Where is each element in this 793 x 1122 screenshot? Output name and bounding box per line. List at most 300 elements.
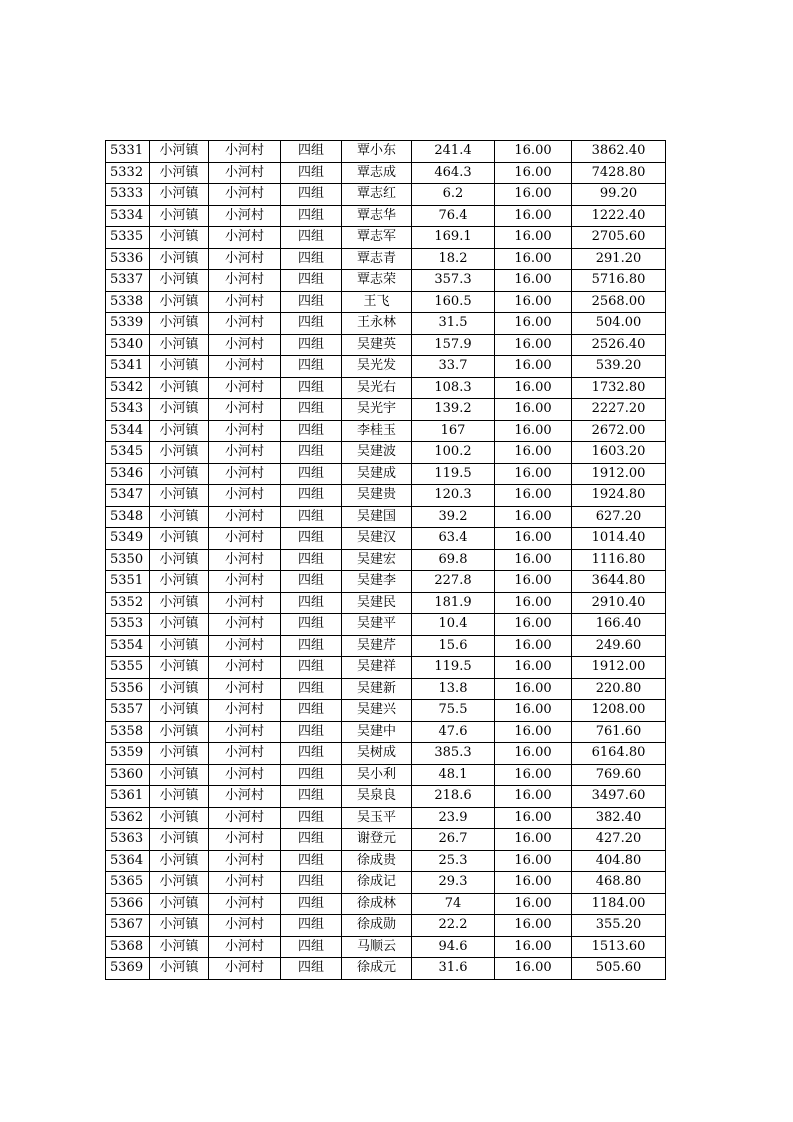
- table-row: [106, 958, 666, 980]
- area-cell: 13.8: [412, 678, 495, 700]
- table-row: [106, 571, 666, 593]
- amount-cell: 7428.80: [572, 162, 666, 184]
- village-cell: 小河村: [209, 893, 281, 915]
- name-cell: 吴光右: [342, 377, 412, 399]
- group-cell: 四组: [281, 528, 342, 550]
- row-number-cell: 5344: [106, 420, 150, 442]
- area-cell: 15.6: [412, 635, 495, 657]
- name-cell: 吴建祥: [342, 657, 412, 679]
- town-cell: 小河镇: [150, 463, 209, 485]
- table-row: [106, 377, 666, 399]
- amount-cell: 404.80: [572, 850, 666, 872]
- village-cell: 小河村: [209, 227, 281, 249]
- amount-cell: 2568.00: [572, 291, 666, 313]
- name-cell: 吴建李: [342, 571, 412, 593]
- row-number-cell: 5361: [106, 786, 150, 808]
- data-table: [105, 140, 666, 980]
- row-number-cell: 5348: [106, 506, 150, 528]
- amount-cell: 1208.00: [572, 700, 666, 722]
- rate-cell: 16.00: [495, 764, 572, 786]
- village-cell: 小河村: [209, 205, 281, 227]
- table-row: [106, 657, 666, 679]
- amount-cell: 3862.40: [572, 141, 666, 163]
- town-cell: 小河镇: [150, 528, 209, 550]
- area-cell: 119.5: [412, 657, 495, 679]
- amount-cell: 1924.80: [572, 485, 666, 507]
- amount-cell: 1222.40: [572, 205, 666, 227]
- table-row: [106, 291, 666, 313]
- rate-cell: 16.00: [495, 442, 572, 464]
- group-cell: 四组: [281, 184, 342, 206]
- table-row: [106, 506, 666, 528]
- town-cell: 小河镇: [150, 635, 209, 657]
- row-number-cell: 5347: [106, 485, 150, 507]
- table-row: [106, 872, 666, 894]
- village-cell: 小河村: [209, 356, 281, 378]
- rate-cell: 16.00: [495, 399, 572, 421]
- amount-cell: 468.80: [572, 872, 666, 894]
- table-row: [106, 764, 666, 786]
- town-cell: 小河镇: [150, 829, 209, 851]
- village-cell: 小河村: [209, 829, 281, 851]
- rate-cell: 16.00: [495, 162, 572, 184]
- name-cell: 吴树成: [342, 743, 412, 765]
- village-cell: 小河村: [209, 700, 281, 722]
- group-cell: 四组: [281, 721, 342, 743]
- table-row: [106, 399, 666, 421]
- town-cell: 小河镇: [150, 184, 209, 206]
- village-cell: 小河村: [209, 807, 281, 829]
- amount-cell: 1603.20: [572, 442, 666, 464]
- group-cell: 四组: [281, 700, 342, 722]
- village-cell: 小河村: [209, 528, 281, 550]
- amount-cell: 291.20: [572, 248, 666, 270]
- town-cell: 小河镇: [150, 893, 209, 915]
- area-cell: 29.3: [412, 872, 495, 894]
- town-cell: 小河镇: [150, 592, 209, 614]
- area-cell: 119.5: [412, 463, 495, 485]
- name-cell: 吴光宇: [342, 399, 412, 421]
- row-number-cell: 5336: [106, 248, 150, 270]
- rate-cell: 16.00: [495, 893, 572, 915]
- area-cell: 6.2: [412, 184, 495, 206]
- name-cell: 覃志荣: [342, 270, 412, 292]
- group-cell: 四组: [281, 463, 342, 485]
- village-cell: 小河村: [209, 399, 281, 421]
- rate-cell: 16.00: [495, 657, 572, 679]
- group-cell: 四组: [281, 657, 342, 679]
- name-cell: 徐成元: [342, 958, 412, 980]
- amount-cell: 220.80: [572, 678, 666, 700]
- table-row: [106, 184, 666, 206]
- group-cell: 四组: [281, 377, 342, 399]
- rate-cell: 16.00: [495, 248, 572, 270]
- rate-cell: 16.00: [495, 786, 572, 808]
- area-cell: 75.5: [412, 700, 495, 722]
- row-number-cell: 5368: [106, 936, 150, 958]
- village-cell: 小河村: [209, 786, 281, 808]
- group-cell: 四组: [281, 227, 342, 249]
- row-number-cell: 5367: [106, 915, 150, 937]
- area-cell: 26.7: [412, 829, 495, 851]
- name-cell: 覃志成: [342, 162, 412, 184]
- amount-cell: 1513.60: [572, 936, 666, 958]
- row-number-cell: 5343: [106, 399, 150, 421]
- row-number-cell: 5353: [106, 614, 150, 636]
- town-cell: 小河镇: [150, 872, 209, 894]
- area-cell: 33.7: [412, 356, 495, 378]
- town-cell: 小河镇: [150, 936, 209, 958]
- group-cell: 四组: [281, 506, 342, 528]
- village-cell: 小河村: [209, 936, 281, 958]
- amount-cell: 2910.40: [572, 592, 666, 614]
- row-number-cell: 5337: [106, 270, 150, 292]
- village-cell: 小河村: [209, 592, 281, 614]
- name-cell: 吴建新: [342, 678, 412, 700]
- amount-cell: 3644.80: [572, 571, 666, 593]
- group-cell: 四组: [281, 915, 342, 937]
- name-cell: 吴光发: [342, 356, 412, 378]
- rate-cell: 16.00: [495, 721, 572, 743]
- name-cell: 谢登元: [342, 829, 412, 851]
- name-cell: 徐成贵: [342, 850, 412, 872]
- town-cell: 小河镇: [150, 721, 209, 743]
- rate-cell: 16.00: [495, 528, 572, 550]
- village-cell: 小河村: [209, 291, 281, 313]
- town-cell: 小河镇: [150, 485, 209, 507]
- rate-cell: 16.00: [495, 743, 572, 765]
- town-cell: 小河镇: [150, 743, 209, 765]
- area-cell: 18.2: [412, 248, 495, 270]
- town-cell: 小河镇: [150, 270, 209, 292]
- name-cell: 吴建国: [342, 506, 412, 528]
- amount-cell: 1014.40: [572, 528, 666, 550]
- name-cell: 吴建宏: [342, 549, 412, 571]
- name-cell: 吴建汉: [342, 528, 412, 550]
- area-cell: 464.3: [412, 162, 495, 184]
- rate-cell: 16.00: [495, 313, 572, 335]
- row-number-cell: 5358: [106, 721, 150, 743]
- village-cell: 小河村: [209, 657, 281, 679]
- table-row: [106, 635, 666, 657]
- rate-cell: 16.00: [495, 700, 572, 722]
- village-cell: 小河村: [209, 377, 281, 399]
- area-cell: 22.2: [412, 915, 495, 937]
- town-cell: 小河镇: [150, 506, 209, 528]
- rate-cell: 16.00: [495, 915, 572, 937]
- town-cell: 小河镇: [150, 442, 209, 464]
- area-cell: 167: [412, 420, 495, 442]
- name-cell: 覃志军: [342, 227, 412, 249]
- village-cell: 小河村: [209, 635, 281, 657]
- row-number-cell: 5363: [106, 829, 150, 851]
- row-number-cell: 5362: [106, 807, 150, 829]
- area-cell: 31.5: [412, 313, 495, 335]
- rate-cell: 16.00: [495, 829, 572, 851]
- village-cell: 小河村: [209, 442, 281, 464]
- amount-cell: 2526.40: [572, 334, 666, 356]
- area-cell: 385.3: [412, 743, 495, 765]
- group-cell: 四组: [281, 356, 342, 378]
- group-cell: 四组: [281, 893, 342, 915]
- table-row: [106, 463, 666, 485]
- row-number-cell: 5333: [106, 184, 150, 206]
- row-number-cell: 5369: [106, 958, 150, 980]
- table-row: [106, 141, 666, 163]
- name-cell: 徐成记: [342, 872, 412, 894]
- table-row: [106, 356, 666, 378]
- row-number-cell: 5359: [106, 743, 150, 765]
- row-number-cell: 5339: [106, 313, 150, 335]
- group-cell: 四组: [281, 248, 342, 270]
- row-number-cell: 5345: [106, 442, 150, 464]
- name-cell: 覃小东: [342, 141, 412, 163]
- village-cell: 小河村: [209, 141, 281, 163]
- area-cell: 157.9: [412, 334, 495, 356]
- village-cell: 小河村: [209, 184, 281, 206]
- town-cell: 小河镇: [150, 205, 209, 227]
- row-number-cell: 5350: [106, 549, 150, 571]
- group-cell: 四组: [281, 549, 342, 571]
- group-cell: 四组: [281, 205, 342, 227]
- rate-cell: 16.00: [495, 614, 572, 636]
- table-row: [106, 721, 666, 743]
- amount-cell: 627.20: [572, 506, 666, 528]
- name-cell: 吴建波: [342, 442, 412, 464]
- table-row: [106, 678, 666, 700]
- table-row: [106, 549, 666, 571]
- row-number-cell: 5356: [106, 678, 150, 700]
- village-cell: 小河村: [209, 678, 281, 700]
- village-cell: 小河村: [209, 549, 281, 571]
- amount-cell: 249.60: [572, 635, 666, 657]
- town-cell: 小河镇: [150, 356, 209, 378]
- row-number-cell: 5352: [106, 592, 150, 614]
- table-row: [106, 807, 666, 829]
- area-cell: 108.3: [412, 377, 495, 399]
- amount-cell: 761.60: [572, 721, 666, 743]
- row-number-cell: 5346: [106, 463, 150, 485]
- row-number-cell: 5351: [106, 571, 150, 593]
- area-cell: 357.3: [412, 270, 495, 292]
- rate-cell: 16.00: [495, 571, 572, 593]
- rate-cell: 16.00: [495, 377, 572, 399]
- amount-cell: 2227.20: [572, 399, 666, 421]
- rate-cell: 16.00: [495, 850, 572, 872]
- name-cell: 吴玉平: [342, 807, 412, 829]
- town-cell: 小河镇: [150, 313, 209, 335]
- table-row: [106, 334, 666, 356]
- area-cell: 25.3: [412, 850, 495, 872]
- amount-cell: 2672.00: [572, 420, 666, 442]
- row-number-cell: 5332: [106, 162, 150, 184]
- row-number-cell: 5349: [106, 528, 150, 550]
- row-number-cell: 5340: [106, 334, 150, 356]
- area-cell: 47.6: [412, 721, 495, 743]
- village-cell: 小河村: [209, 248, 281, 270]
- row-number-cell: 5360: [106, 764, 150, 786]
- name-cell: 吴建中: [342, 721, 412, 743]
- village-cell: 小河村: [209, 313, 281, 335]
- rate-cell: 16.00: [495, 463, 572, 485]
- row-number-cell: 5355: [106, 657, 150, 679]
- name-cell: 覃志红: [342, 184, 412, 206]
- group-cell: 四组: [281, 420, 342, 442]
- group-cell: 四组: [281, 936, 342, 958]
- rate-cell: 16.00: [495, 227, 572, 249]
- table-row: [106, 592, 666, 614]
- amount-cell: 5716.80: [572, 270, 666, 292]
- village-cell: 小河村: [209, 334, 281, 356]
- table-row: [106, 850, 666, 872]
- area-cell: 181.9: [412, 592, 495, 614]
- town-cell: 小河镇: [150, 227, 209, 249]
- row-number-cell: 5334: [106, 205, 150, 227]
- village-cell: 小河村: [209, 506, 281, 528]
- table-row: [106, 893, 666, 915]
- name-cell: 吴建民: [342, 592, 412, 614]
- name-cell: 覃志青: [342, 248, 412, 270]
- town-cell: 小河镇: [150, 141, 209, 163]
- area-cell: 76.4: [412, 205, 495, 227]
- town-cell: 小河镇: [150, 162, 209, 184]
- rate-cell: 16.00: [495, 678, 572, 700]
- table-row: [106, 915, 666, 937]
- amount-cell: 769.60: [572, 764, 666, 786]
- group-cell: 四组: [281, 442, 342, 464]
- village-cell: 小河村: [209, 743, 281, 765]
- village-cell: 小河村: [209, 614, 281, 636]
- area-cell: 39.2: [412, 506, 495, 528]
- amount-cell: 1912.00: [572, 463, 666, 485]
- area-cell: 139.2: [412, 399, 495, 421]
- rate-cell: 16.00: [495, 592, 572, 614]
- rate-cell: 16.00: [495, 635, 572, 657]
- amount-cell: 355.20: [572, 915, 666, 937]
- group-cell: 四组: [281, 614, 342, 636]
- town-cell: 小河镇: [150, 678, 209, 700]
- rate-cell: 16.00: [495, 184, 572, 206]
- village-cell: 小河村: [209, 764, 281, 786]
- amount-cell: 2705.60: [572, 227, 666, 249]
- group-cell: 四组: [281, 399, 342, 421]
- group-cell: 四组: [281, 829, 342, 851]
- area-cell: 48.1: [412, 764, 495, 786]
- town-cell: 小河镇: [150, 248, 209, 270]
- group-cell: 四组: [281, 571, 342, 593]
- row-number-cell: 5331: [106, 141, 150, 163]
- rate-cell: 16.00: [495, 141, 572, 163]
- row-number-cell: 5354: [106, 635, 150, 657]
- name-cell: 徐成勋: [342, 915, 412, 937]
- village-cell: 小河村: [209, 162, 281, 184]
- name-cell: 吴小利: [342, 764, 412, 786]
- amount-cell: 505.60: [572, 958, 666, 980]
- table-row: [106, 614, 666, 636]
- table-row: [106, 700, 666, 722]
- town-cell: 小河镇: [150, 850, 209, 872]
- amount-cell: 539.20: [572, 356, 666, 378]
- town-cell: 小河镇: [150, 807, 209, 829]
- village-cell: 小河村: [209, 571, 281, 593]
- town-cell: 小河镇: [150, 786, 209, 808]
- town-cell: 小河镇: [150, 657, 209, 679]
- name-cell: 吴建平: [342, 614, 412, 636]
- rate-cell: 16.00: [495, 506, 572, 528]
- area-cell: 31.6: [412, 958, 495, 980]
- rate-cell: 16.00: [495, 334, 572, 356]
- rate-cell: 16.00: [495, 420, 572, 442]
- name-cell: 覃志华: [342, 205, 412, 227]
- row-number-cell: 5342: [106, 377, 150, 399]
- table-row: [106, 205, 666, 227]
- table-row: [106, 786, 666, 808]
- group-cell: 四组: [281, 635, 342, 657]
- group-cell: 四组: [281, 678, 342, 700]
- group-cell: 四组: [281, 334, 342, 356]
- area-cell: 160.5: [412, 291, 495, 313]
- amount-cell: 6164.80: [572, 743, 666, 765]
- table-row: [106, 420, 666, 442]
- area-cell: 63.4: [412, 528, 495, 550]
- group-cell: 四组: [281, 291, 342, 313]
- amount-cell: 1732.80: [572, 377, 666, 399]
- row-number-cell: 5364: [106, 850, 150, 872]
- area-cell: 120.3: [412, 485, 495, 507]
- name-cell: 吴建成: [342, 463, 412, 485]
- rate-cell: 16.00: [495, 549, 572, 571]
- table-row: [106, 313, 666, 335]
- rate-cell: 16.00: [495, 958, 572, 980]
- group-cell: 四组: [281, 872, 342, 894]
- group-cell: 四组: [281, 743, 342, 765]
- row-number-cell: 5366: [106, 893, 150, 915]
- town-cell: 小河镇: [150, 377, 209, 399]
- table-row: [106, 829, 666, 851]
- amount-cell: 1912.00: [572, 657, 666, 679]
- group-cell: 四组: [281, 850, 342, 872]
- name-cell: 吴建芹: [342, 635, 412, 657]
- rate-cell: 16.00: [495, 205, 572, 227]
- area-cell: 74: [412, 893, 495, 915]
- village-cell: 小河村: [209, 485, 281, 507]
- table-row: [106, 442, 666, 464]
- amount-cell: 504.00: [572, 313, 666, 335]
- group-cell: 四组: [281, 958, 342, 980]
- area-cell: 10.4: [412, 614, 495, 636]
- name-cell: 吴泉良: [342, 786, 412, 808]
- area-cell: 218.6: [412, 786, 495, 808]
- table-row: [106, 936, 666, 958]
- amount-cell: 166.40: [572, 614, 666, 636]
- group-cell: 四组: [281, 141, 342, 163]
- town-cell: 小河镇: [150, 420, 209, 442]
- row-number-cell: 5365: [106, 872, 150, 894]
- rate-cell: 16.00: [495, 291, 572, 313]
- town-cell: 小河镇: [150, 549, 209, 571]
- group-cell: 四组: [281, 270, 342, 292]
- rate-cell: 16.00: [495, 936, 572, 958]
- village-cell: 小河村: [209, 420, 281, 442]
- town-cell: 小河镇: [150, 334, 209, 356]
- amount-cell: 1184.00: [572, 893, 666, 915]
- name-cell: 吴建兴: [342, 700, 412, 722]
- table-row: [106, 162, 666, 184]
- table-row: [106, 248, 666, 270]
- amount-cell: 99.20: [572, 184, 666, 206]
- name-cell: 吴建贵: [342, 485, 412, 507]
- name-cell: 王飞: [342, 291, 412, 313]
